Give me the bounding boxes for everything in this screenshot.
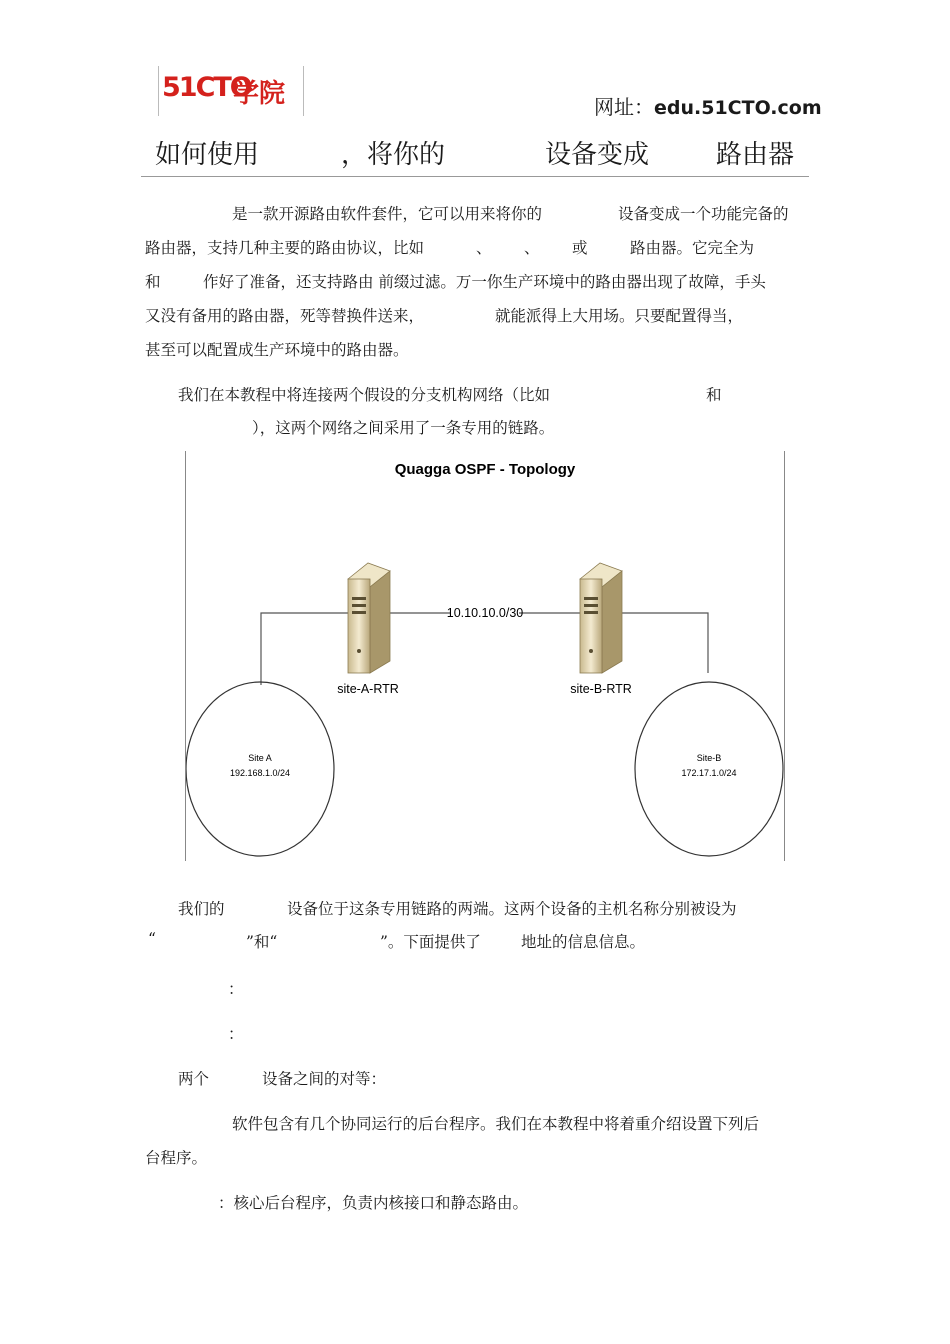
- wan-link-label: 10.10.10.0/30: [446, 606, 524, 620]
- ospf-topology-figure: [185, 451, 785, 861]
- para5-line1: 软件包含有几个协同运行的后台程序。我们在本教程中将着重介绍设置下列后: [232, 1115, 760, 1133]
- figure-title: Quagga OSPF - Topology: [394, 461, 576, 478]
- site-a-link: [261, 613, 348, 685]
- para2-line2: ），这两个网络之间采用了一条专用的链路。: [252, 419, 555, 437]
- para1-line4a: 又没有备用的路由器，死等替换件送来，: [145, 307, 425, 325]
- 51cto-logo: [158, 66, 304, 116]
- logo-text: 学院: [233, 79, 286, 109]
- router-b-server-icon: [580, 563, 622, 673]
- title-part-4: 路由器: [716, 140, 795, 170]
- site-a-name: Site A: [248, 753, 272, 763]
- para1-line2b: 、: [476, 239, 492, 257]
- para3-line1b: 设备位于这条专用链路的两端。这两个设备的主机名称分别被设为: [287, 900, 737, 918]
- router-b-label: site-B-RTR: [570, 682, 632, 696]
- para2-line1a: 我们在本教程中将连接两个假设的分支机构网络（比如: [178, 386, 551, 404]
- para6: ：核心后台程序，负责内核接口和静态路由。: [218, 1194, 529, 1212]
- site-url-line: [594, 91, 822, 120]
- ip-info-colon-2: ：: [228, 1025, 244, 1043]
- title-part-2: ，将你的: [341, 140, 446, 170]
- para3-line2b: ”和“: [246, 933, 278, 951]
- site-b-link: [618, 613, 708, 673]
- para2-line1b: 和: [706, 386, 722, 404]
- para1-line2a: 路由器，支持几种主要的路由协议，比如: [145, 239, 425, 257]
- site-label: 网址：: [594, 95, 654, 119]
- para4-a: 两个: [178, 1070, 210, 1088]
- para1-line2d: 或: [572, 239, 588, 257]
- site-b-name: Site-B: [696, 753, 722, 763]
- para4-b: 设备之间的对等：: [262, 1070, 387, 1088]
- para1-line5: 甚至可以配置成生产环境中的路由器。: [145, 341, 409, 359]
- para1-line3a: 和: [145, 273, 161, 291]
- site-b-network: 172.17.1.0/24: [681, 768, 737, 778]
- logo-number: 51CTO: [162, 72, 251, 103]
- site-a-network: 192.168.1.0/24: [229, 768, 291, 778]
- title-part-1: 如何使用: [155, 140, 260, 170]
- para1-line2c: 、: [524, 239, 540, 257]
- ip-info-colon-1: ：: [228, 980, 244, 998]
- para1-line1b: 设备变成一个功能完备的: [618, 205, 789, 223]
- title-part-3: 设备变成: [545, 140, 650, 170]
- router-a-label: site-A-RTR: [337, 682, 399, 696]
- site-url[interactable]: edu.51CTO.com: [654, 97, 822, 119]
- para3-line1a: 我们的: [178, 900, 225, 918]
- para1-line2e: 路由器。它完全为: [630, 239, 755, 257]
- para3-line2a: “: [148, 930, 156, 948]
- router-a-server-icon: [348, 563, 390, 673]
- para3-line2d: 地址的信息信息。: [521, 933, 646, 951]
- title-divider: [141, 176, 809, 177]
- para5-line2: 台程序。: [145, 1149, 208, 1167]
- para3-line2c: ”。下面提供了: [380, 933, 481, 951]
- para1-line1: 是一款开源路由软件套件，它可以用来将你的: [232, 205, 543, 223]
- para1-line3b: 作好了准备，还支持路由 前缀过滤。万一你生产环境中的路由器出现了故障，手头: [203, 273, 766, 291]
- topology-diagram: [186, 451, 784, 861]
- para1-line4b: 就能派得上大用场。只要配置得当，: [495, 307, 744, 325]
